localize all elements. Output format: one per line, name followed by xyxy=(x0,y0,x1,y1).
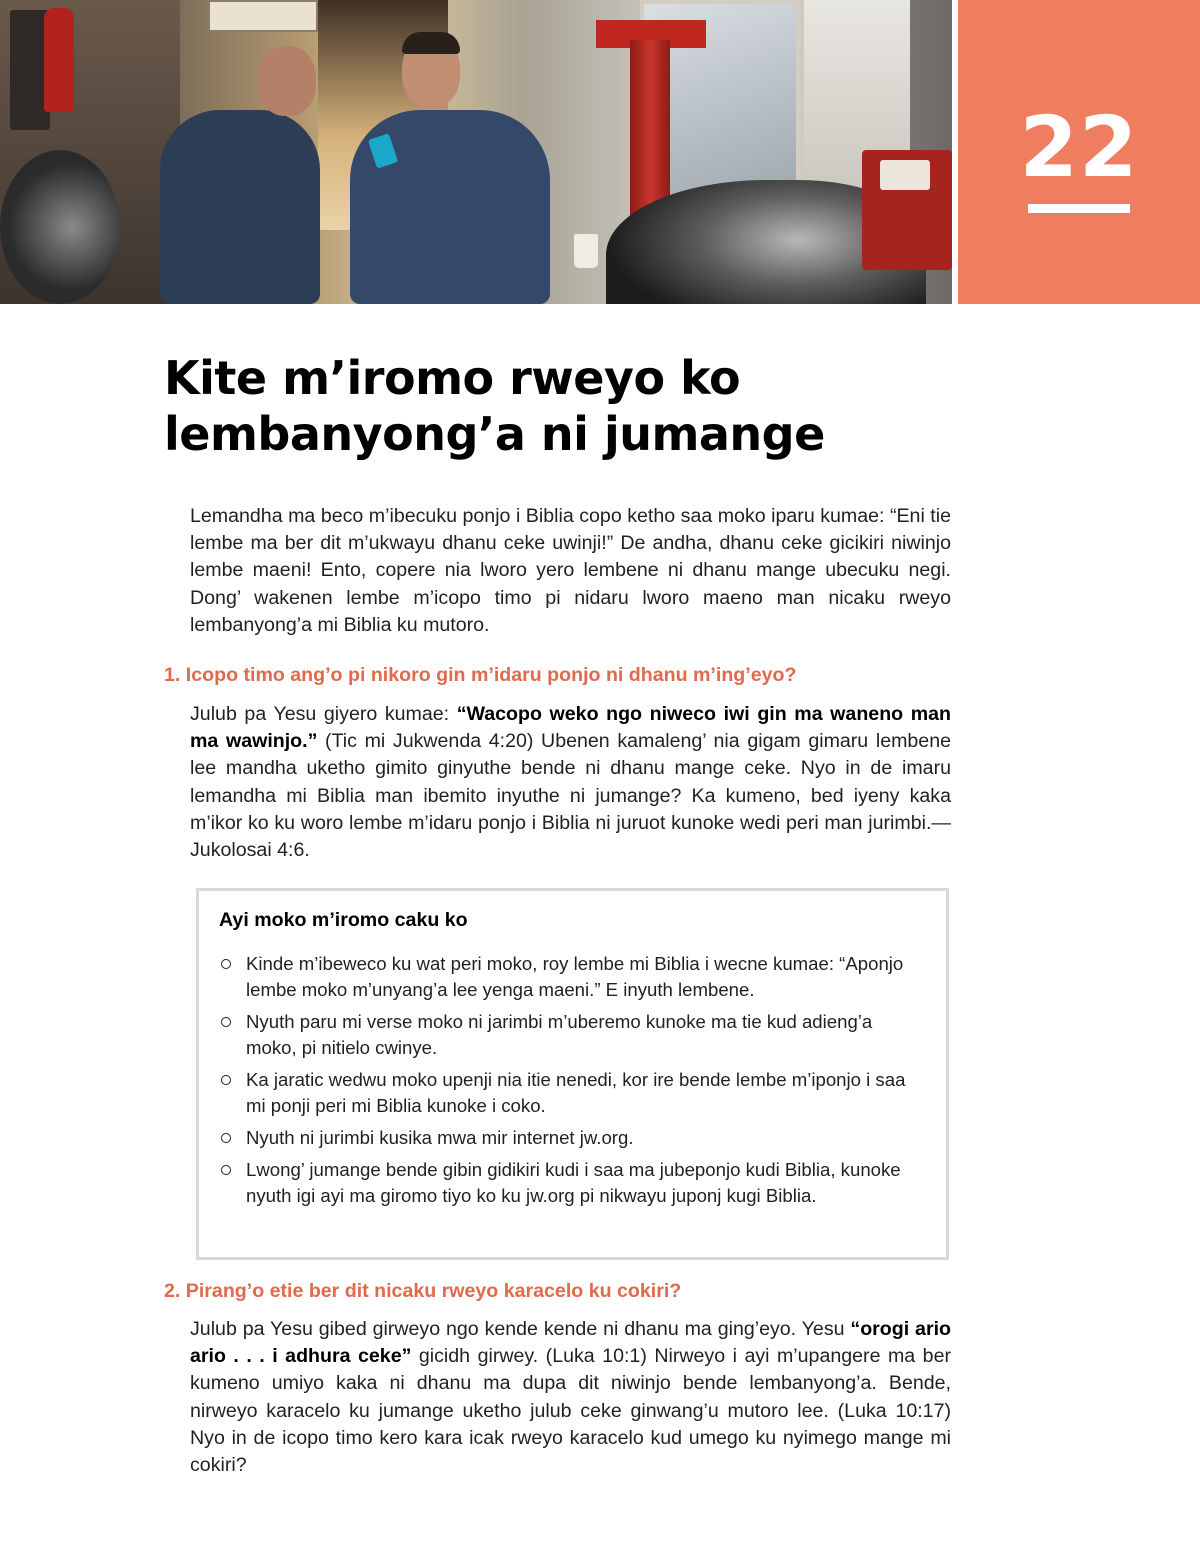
q2-text-b: gicidh girwey. (Luka 10:1) Nirweyo i ayi m’upangere ma ber kumeno umiyo kaka ni dhanu ma dupa dit niwinjo bende lembanyong’a. Bende, nirweyo karacelo ku jumange uketho julub ceke ginwang’u mutoro lee. (Luka 10:17) Nyo in de icopo timo kero kara icak rweyo karacelo kud umego ku nyimego mange mi cokiri? xyxy=(190,1345,951,1477)
chapter-underline xyxy=(1028,204,1130,213)
older-man-head xyxy=(258,46,316,116)
header-photo xyxy=(0,0,952,304)
circle-bullet-icon xyxy=(221,1133,231,1143)
q1-text-b: (Tic mi Jukwenda 4:20) Ubenen kamaleng’ nia gigam gimaru lembene lee mandha uketho gimito ginyuthe bende ni dhanu mange ceke. Nyo in de imaru lemandha mi Biblia man ibemito inyuthe ni jumange? Ka kumeno, bed iyeny kaka m’ikor ko ku woro lembe m’idaru ponjo i Biblia ni juruot kunoke wedi peri man jurimbi.—Jukolosai 4:6. xyxy=(190,730,951,862)
circle-bullet-icon xyxy=(221,1165,231,1175)
circle-bullet-icon xyxy=(221,1017,231,1027)
list-item-text: Nyuth ni jurimbi kusika mwa mir internet jw.org. xyxy=(246,1127,634,1148)
list-item xyxy=(219,1157,919,1209)
fire-extinguisher xyxy=(44,8,74,112)
older-man xyxy=(160,110,320,304)
list-item xyxy=(219,951,919,1003)
list-item-text: Nyuth paru mi verse moko ni jarimbi m’uberemo kunoke ma tie kud adieng’a moko, pi nitielo cwinye. xyxy=(246,1011,873,1058)
wall-sign xyxy=(208,0,318,32)
q1-text-a: Julub pa Yesu giyero kumae: xyxy=(190,703,457,725)
tips-box-title: Ayi moko m’iromo caku ko xyxy=(219,909,468,931)
chapter-number: 22 xyxy=(1019,98,1139,196)
q1-quote: “Wacopo weko ngo niweco iwi gin ma waneno man ma wawinjo.” xyxy=(190,703,951,753)
intro-paragraph: Lemandha ma beco m’ibecuku ponjo i Biblia copo ketho saa moko iparu kumae: “Eni tie lembe ma ber dit m’ukwayu dhanu ceke uwinji!” De andha, dhanu ceke gicikiri niwinjo lembe maeni! Ento, copere nia lworo yero lembene ni dhanu mange ubecuku negi. Dong’ wakenen lembe m’icopo timo pi nidaru lworo maeno man nicaku rweyo lembanyong’a mi Biblia ku mutoro. xyxy=(190,505,951,636)
tips-box xyxy=(196,888,949,1260)
gauge xyxy=(880,160,930,190)
tips-list xyxy=(219,951,919,1215)
title-line-1: Kite m’iromo rweyo ko xyxy=(164,351,741,405)
motorcycle-headlight xyxy=(0,150,120,304)
list-item xyxy=(219,1009,919,1061)
question-1-heading: 1. Icopo timo ang’o pi nikoro gin m’idaru ponjo ni dhanu m’ing’eyo? xyxy=(164,664,797,686)
question-1-paragraph xyxy=(190,701,951,864)
page-title xyxy=(164,350,964,462)
question-2-heading: 2. Pirang’o etie ber dit nicaku rweyo karacelo ku cokiri? xyxy=(164,1280,682,1302)
list-item-text: Ka jaratic wedwu moko upenji nia itie nenedi, kor ire bende lembe m’iponjo i saa mi ponji peri mi Biblia kunoke i coko. xyxy=(246,1069,906,1116)
q2-text-a: Julub pa Yesu gibed girweyo ngo kende kende ni dhanu ma ging’eyo. Yesu xyxy=(190,1318,851,1340)
list-item xyxy=(219,1125,919,1151)
circle-bullet-icon xyxy=(221,959,231,969)
coffee-cup xyxy=(574,234,598,268)
list-item xyxy=(219,1067,919,1119)
list-item-text: Lwong’ jumange bende gibin gidikiri kudi i saa ma jubeponjo kudi Biblia, kunoke nyuth igi ayi ma giromo tiyo ko ku jw.org pi nikwayu juponj kugi Biblia. xyxy=(246,1159,901,1206)
chapter-badge xyxy=(958,0,1200,304)
younger-man-hair xyxy=(402,32,460,54)
list-item-text: Kinde m’ibeweco ku wat peri moko, roy lembe mi Biblia i wecne kumae: “Aponjo lembe moko m’unyang’a lee yenga maeni.” E inyuth lembene. xyxy=(246,953,904,1000)
q2-quote: “orogi ario ario . . . i adhura ceke” xyxy=(190,1318,951,1368)
circle-bullet-icon xyxy=(221,1075,231,1085)
question-2-paragraph xyxy=(190,1316,951,1479)
title-line-2: lembanyong’a ni jumange xyxy=(164,407,825,461)
